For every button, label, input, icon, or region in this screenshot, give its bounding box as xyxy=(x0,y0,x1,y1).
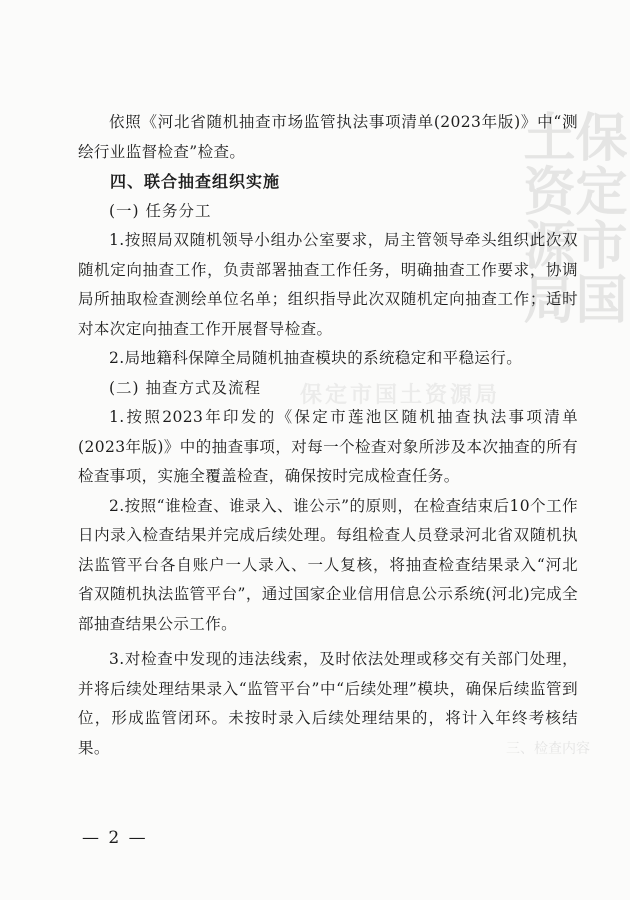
bleed-through-middle: 保定市国土资源局 xyxy=(300,382,501,408)
task-paragraph-2: 2.局地籍科保障全局随机抽查模块的系统稳定和平稳运行。 xyxy=(109,349,523,367)
subsection-heading-method: (二) 抽查方式及流程 xyxy=(109,378,262,397)
method-paragraph-2: 2.按照“谁检查、谁录入、谁公示”的原则，在检查结束后10个工作日内录入检查结果并完成后续处理。每组检查人员登录河北省双随机执法监管平台各自账户一人录入、一人复核，将抽查检查结果录入“河北省双随机执法监管平台”，通过国家企业信用信息公示系统(河北)完成全部抽查结果公示工作。 xyxy=(78,496,578,633)
subsection-heading-tasks: (一) 任务分工 xyxy=(109,201,212,220)
bleed-through-bottom: 三、检查内容 xyxy=(506,741,590,757)
bleed-through-title: 保定市国土资源局 xyxy=(514,110,627,326)
section-heading: 四、联合抽查组织实施 xyxy=(110,172,281,191)
task-paragraph-1: 1.按照局双随机领导小组办公室要求，局主管领导牵头组织此次双随机定向抽查工作，负责部署抽查工作任务，明确抽查工作要求，协调局所抽取检查测绘单位名单；组织指导此次双随机定向抽查工作；适时对本次定向抽查工作开展督导检查。 xyxy=(78,231,578,338)
page-number: — 2 — xyxy=(82,828,148,848)
method-paragraph-1: 1.按照2023年印发的《保定市莲池区随机抽查执法事项清单(2023年版)》中的抽查事项，对每一个检查对象所涉及本次抽查的所有检查事项，实施全覆盖检查，确保按时完成检查任务。 xyxy=(78,408,578,485)
method-paragraph-3: 3.对检查中发现的违法线索，及时依法处理或移交有关部门处理，并将后续处理结果录入“监管平台”中“后续处理”模块，确保后续监管到位，形成监管闭环。未按时录入后续处理结果的，将计入年终考核结果。 xyxy=(78,650,578,757)
document-body xyxy=(78,108,578,763)
intro-paragraph: 依照《河北省随机抽查市场监管执法事项清单(2023年版)》中“测绘行业监督检查”检查。 xyxy=(78,113,578,161)
